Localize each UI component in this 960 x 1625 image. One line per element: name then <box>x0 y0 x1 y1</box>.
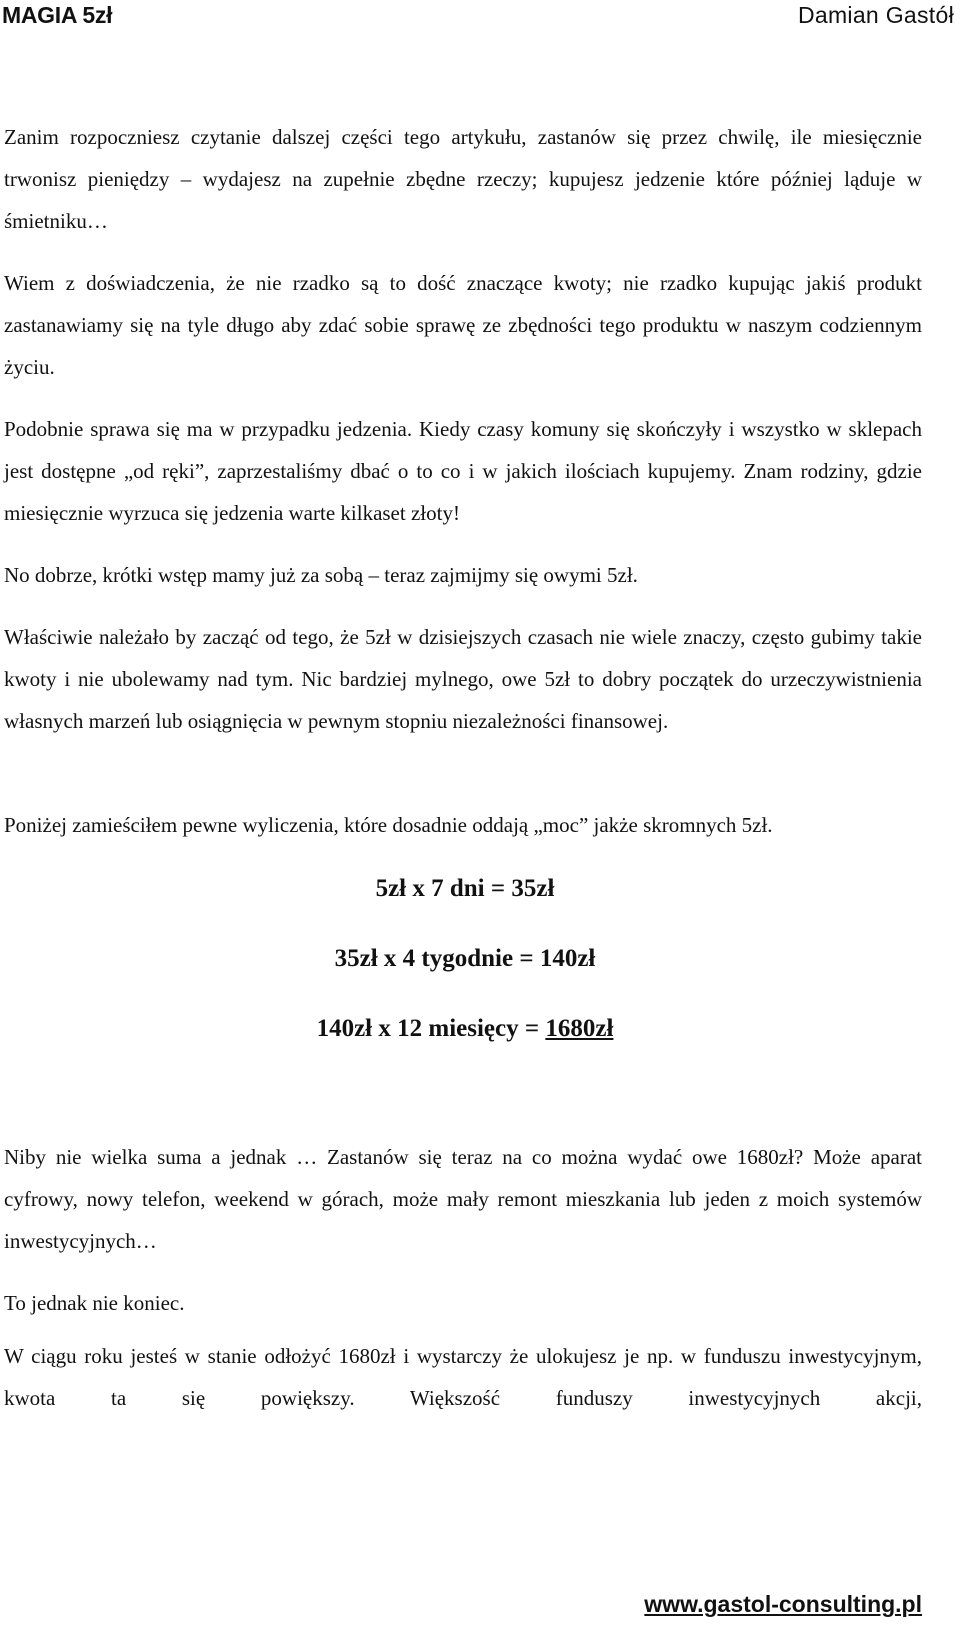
equation-month: 35zł x 4 tygodnie = 140zł <box>334 945 596 972</box>
paragraph-5zl-value: Właściwie należało by zacząć od tego, że 5zł w dzisiejszych czasach nie wiele znaczy, często gubimy takie kwoty i nie ubolewamy nad tym. Nic bardziej mylnego, owe 5zł to dobry początek do urzeczywistnienia własnych marzeń lub osiągnięcia w pewnym stopniu niezależności finansowej. <box>4 625 922 733</box>
paragraph-experience: Wiem z doświadczenia, że nie rzadko są to dość znaczące kwoty; nie rzadko kupując jakiś produkt zastanawiamy się na tyle długo aby zdać sobie sprawę ze zbędności tego produktu w naszym codziennym życiu. <box>4 271 922 379</box>
paragraph-not-the-end: To jednak nie koniec. <box>4 1291 185 1315</box>
equation-year-text: 140zł x 12 miesięcy = <box>316 1015 546 1042</box>
header-title: MAGIA 5zł <box>2 2 113 28</box>
paragraph-food: Podobnie sprawa się ma w przypadku jedzenia. Kiedy czasy komuny się skończyły i wszystko w sklepach jest dostępne „od ręki”, zaprzestaliśmy dbać o to co i w jakich ilościach kupujemy. Znam rodziny, gdzie miesięcznie wyrzuca się jedzenia warte kilkaset złoty! <box>4 417 922 525</box>
paragraph-calculations-intro: Poniżej zamieściłem pewne wyliczenia, które dosadnie oddają „moc” jakże skromnych 5zł. <box>4 813 773 837</box>
paragraph-intro: Zanim rozpoczniesz czytanie dalszej części tego artykułu, zastanów się przez chwilę, ile miesięcznie trwonisz pieniędzy – wydajesz na zupełnie zbędne rzeczy; kupujesz jedzenie które później ląduje w śmietniku… <box>4 125 922 233</box>
equation-year <box>0 1012 930 1046</box>
paragraph-spend-ideas: Niby nie wielka suma a jednak … Zastanów się teraz na co można wydać owe 1680zł? Może aparat cyfrowy, nowy telefon, weekend w górach, może mały remont mieszkania lub jeden z moich systemów inwestycyjnych… <box>4 1145 922 1253</box>
header-author: Damian Gastół <box>797 2 954 28</box>
paragraph-invest: W ciągu roku jesteś w stanie odłożyć 1680zł i wystarczy że ulokujesz je np. w funduszu inwestycyjnym, kwota ta się powiększy. Większość funduszy inwestycyjnych akcji, <box>4 1344 922 1410</box>
equation-year-result: 1680zł <box>545 1015 614 1042</box>
equation-week: 5zł x 7 dni = 35zł <box>375 875 555 902</box>
footer-website-link[interactable]: www.gastol-consulting.pl <box>644 1591 922 1617</box>
paragraph-intro-end: No dobrze, krótki wstęp mamy już za sobą – teraz zajmijmy się owymi 5zł. <box>4 563 638 587</box>
